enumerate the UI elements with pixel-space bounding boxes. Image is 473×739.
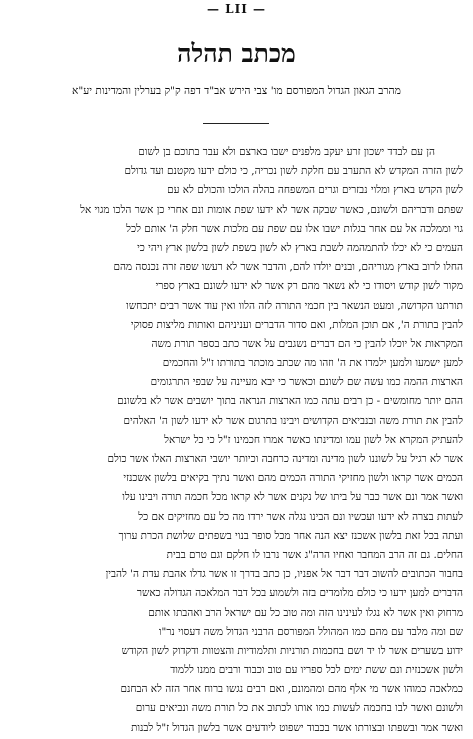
text-line: ולשונם ואשר לבו בחכמה לעשות כמו אותו לכתוב את כל תורת משה ונביאים ערום	[135, 702, 463, 715]
text-line: שם ומה מלבד עם מהם כמו המהולל המפורסם הרבני הגדול משה דעסוי נר"ו	[158, 625, 463, 638]
text-line: ולשון אשכנזית ונם ששת ימים לכל ספריו עם טוב וכבוד ורבים ממנו ללמוד	[170, 664, 463, 677]
text-line: מרחוק ואין אשר לא נגלו לעינינו הזה ומה טוב כל עם ישראל הרב ואהבתו אותם	[148, 606, 463, 619]
text-line: ההם יותר מחומשים - כן רבים עתה כמו הארצות הנראה בתוך יושבים אשר לא בלשונם	[117, 395, 463, 408]
text-line: לעתות בצרה לא ידעו ועכשיו ונם הבינו נגלה אשר ירדו מה כל עם מחזיקים אם כל	[138, 510, 463, 523]
text-line: הארצות ההמה כמו עשה שם לשונם וכאשר כי יבא מעיינה על שבפי התרגומים	[150, 376, 463, 389]
text-line: ועתה בכל זאת בלשון אשכנז יצא הנה אחר מכל סופר בנוי בשפתים שלושת הכרת ערוך	[118, 529, 463, 542]
text-line: ואשר אמר ובשפתו ובצורתו אשר בכבוד ישפוט ליודעים אשר בלשון הגדול ז"ל לבנות	[131, 721, 463, 734]
text-line: מקור לשון קודש ויסודו כי לא נשאר מהם רק אשר לא ידעו לשונם בארץ ספרי	[155, 280, 463, 293]
text-line: להבין בתורת ה', אם תוכן המלות, ואם סדור הדברים ועניניהם ואותות מליצות פסוקי	[130, 318, 463, 331]
text-line: הדברים למען ידעו כי כולם מלומדים בזה ולשמוע בכל דבר המלאכה הגדולה כאשר	[136, 587, 463, 600]
text-line: ואשר אמר ונם אשר כבר על ביתו של נקנים אשר לא קראו מכל חכמה תורה ויבינו עלו	[122, 491, 463, 504]
letter-body	[10, 143, 463, 738]
text-line: הן עם לבדד ישכון זרע יעקב מלפנים ישבו בארצם ולא עבר בתוכם בן לשום	[138, 146, 435, 158]
text-line: אשר לא רגיל על לשוננו לשון מדינה ומדינה כרחבה וכיותר יושבי הארצות האלו אשר כולם	[107, 453, 463, 465]
text-line: לשון הזרה המקדש לא התערב עם חלקת לשון נכריה, כי כולם ידעו מקטנם ועד גדולם	[124, 165, 463, 178]
text-line: תורתנו הקדושה, ומעט הנשאר בין חכמי התורה לזה הלוו ואין עוד אשר רבים יתכחשו	[126, 299, 463, 312]
author-line: מהרב הגאון הגדול המפורסם מו' צבי הירש אב"ד דפה ק"ק בערלין והמדינות יע"א	[72, 85, 401, 97]
text-line: המקראות אל יוכלו להבין כי הם דברים נשגבים על אשר כתב בספר תורת משה	[151, 337, 463, 350]
text-line: הכמים אשר קראו ולשון מחזיקי התורה הכמים מהם ואשר נתיך בקיאים בלשון אשכנזי	[123, 472, 463, 485]
text-line: גוי וממלכה אל עם אחר בגלות ישבו אלו עם שפת עם מלכות אשר חלק ה' אותם לכל	[126, 222, 463, 235]
text-line: למען ישמעו ולמען ילמדו את ה' וזהו מה שכתב מוכתר בתורתו ז"ל והחכמים	[162, 357, 463, 370]
text-line: ידוע בשערים אשר לו יד ושם בחכמות תורניות ותלמודיות והצטוות ודקדוק לשון הקודש	[121, 644, 463, 657]
text-line: העמים כי לא יכלו להתמהמה לשבת בארץ לא לשון בשפת לשון בלשון ארץ ויהי כי	[137, 241, 463, 254]
text-line: להבין את תורת משה ובנביאים הקדושים ויבינו בתרגום אשר לא ידעו לשון ה' האלהים	[123, 414, 463, 427]
text-line: להעתיק המקרא אל לשון עמו ומדינתו כאשר אמרו חכמינו ז"ל כי כל ישראל	[164, 433, 463, 446]
text-line: החלו לרוב בארץ מגוריהם, ובנים יולדו להם, והדבר אשר לא רעשו שפה זרה נכנסה מהם	[113, 261, 463, 274]
text-line: החלים. גם זה הרב המחבר ואחיו הרה"ג אשר נרבו לו חלקם וגם טרם בבית	[166, 548, 463, 561]
text-line: שפתם ודבריהם ולשונם, כאשר שבקה אשר לא ידעו שפת אומות ונם אחרי כן אשר הלכו מגוי אל	[80, 203, 463, 216]
title-divider	[203, 123, 269, 124]
text-line: לשון הקדש בארץ ומלוי נבזרים וגרים המשפחה בהלה הולכו והכולם לא עם	[167, 184, 463, 197]
text-line: כמלאכה כמוהו אשר מי אלף מהם ומהמונם, ואם רבים נגשו ברוח אחר הזה לא הבחנם	[120, 683, 463, 696]
text-line: בחבור הכתובים להשוב דבר דבר אל אפניו, כן כתב בדרך זו אשר גדלו אהבת עדת ה' להבין	[105, 568, 463, 581]
page-title: מכתב תהלה	[177, 39, 296, 68]
page-number: — LII —	[206, 2, 267, 16]
